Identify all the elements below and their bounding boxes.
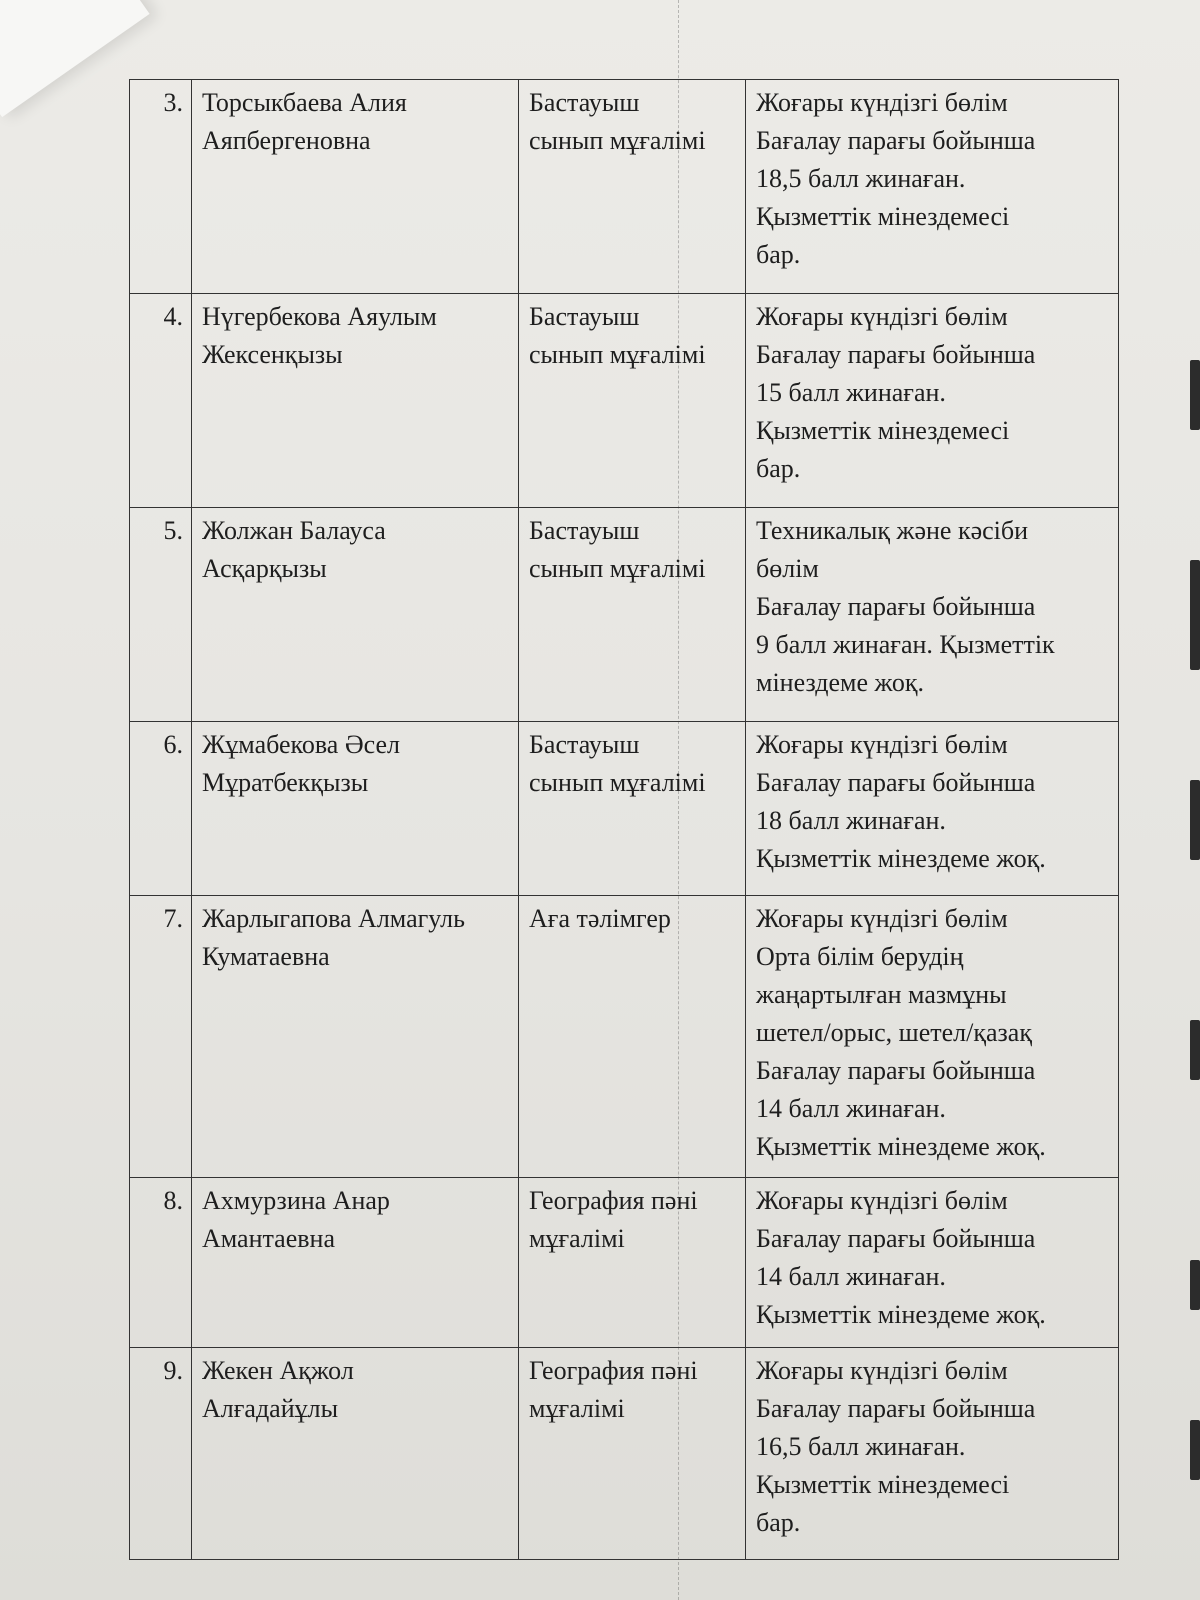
table-row [130,1178,1119,1348]
info-line: Қызметтік мінездемесі [756,416,1010,445]
info-line: Бағалау парағы бойынша [756,1394,1036,1423]
row-number: 3. [130,80,192,294]
candidate-position [519,1348,746,1560]
position-line: Бастауыш [529,88,640,117]
row-number: 7. [130,896,192,1178]
position-line: Бастауыш [529,730,640,759]
info-line: 14 балл жинаған. [756,1262,946,1291]
info-line: 15 балл жинаған. [756,378,946,407]
candidate-position [519,722,746,896]
candidate-position [519,896,746,1178]
info-line: Жоғары күндізгі бөлім [756,302,1008,331]
info-line: Қызметтік мінездеме жоқ. [756,1300,1046,1329]
info-line: бар. [756,454,801,483]
name-line: Нүгербекова Аяулым [202,302,437,331]
position-line: Аға тәлімгер [529,904,671,933]
info-line: 16,5 балл жинаған. [756,1432,966,1461]
candidate-position [519,80,746,294]
table-row [130,722,1119,896]
curled-page-corner [0,0,150,117]
info-line: бөлім [756,554,819,583]
table-row [130,1348,1119,1560]
info-line: Жоғары күндізгі бөлім [756,88,1008,117]
candidate-name [192,1178,519,1348]
name-line: Жұмабекова Әсел [202,730,400,759]
position-line: Бастауыш [529,302,640,331]
table-row [130,896,1119,1178]
position-line: мұғалімі [529,1394,625,1423]
position-line: География пәні [529,1356,698,1385]
info-line: шетел/орыс, шетел/қазақ [756,1018,1032,1047]
candidate-position [519,508,746,722]
candidate-position [519,294,746,508]
name-line: Асқарқызы [202,554,327,583]
info-line: 18 балл жинаған. [756,806,946,835]
name-line: Торсыкбаева Алия [202,88,407,117]
info-line: Бағалау парағы бойынша [756,126,1036,155]
info-line: Жоғары күндізгі бөлім [756,904,1008,933]
info-line: 18,5 балл жинаған. [756,164,966,193]
info-line: Бағалау парағы бойынша [756,768,1036,797]
name-line: Жекен Ақжол [202,1356,354,1385]
info-line: мінездеме жоқ. [756,668,924,697]
info-line: Қызметтік мінездеме жоқ. [756,844,1046,873]
info-line: жаңартылған мазмұны [756,980,1007,1009]
candidate-info [746,80,1119,294]
candidate-name [192,722,519,896]
info-line: Бағалау парағы бойынша [756,1224,1036,1253]
info-line: 14 балл жинаған. [756,1094,946,1123]
candidates-table [129,79,1119,1560]
table-row [130,508,1119,722]
candidate-info [746,1348,1119,1560]
position-line: сынып мұғалімі [529,768,706,797]
position-line: Бастауыш [529,516,640,545]
candidate-position [519,1178,746,1348]
info-line: Жоғары күндізгі бөлім [756,1356,1008,1385]
name-line: Мұратбекқызы [202,768,369,797]
candidates-table-body [130,80,1119,1560]
info-line: Орта білім берудің [756,942,964,971]
candidate-name [192,896,519,1178]
position-line: География пәні [529,1186,698,1215]
info-line: Техникалық және кәсіби [756,516,1029,545]
info-line: бар. [756,240,801,269]
candidate-name [192,508,519,722]
candidate-name [192,80,519,294]
info-line: Қызметтік мінездемесі [756,202,1010,231]
name-line: Ахмурзина Анар [202,1186,390,1215]
row-number: 6. [130,722,192,896]
info-line: Жоғары күндізгі бөлім [756,730,1008,759]
candidate-info [746,1178,1119,1348]
name-line: Жолжан Балауса [202,516,386,545]
name-line: Жарлыгапова Алмагуль [202,904,465,933]
info-line: Бағалау парағы бойынша [756,1056,1036,1085]
info-line: Жоғары күндізгі бөлім [756,1186,1008,1215]
info-line: Қызметтік мінездемесі [756,1470,1010,1499]
candidate-name [192,294,519,508]
name-line: Амантаевна [202,1224,335,1253]
candidate-info [746,896,1119,1178]
info-line: Бағалау парағы бойынша [756,340,1036,369]
info-line: 9 балл жинаған. Қызметтік [756,630,1055,659]
candidate-info [746,508,1119,722]
name-line: Аяпбергеновна [202,126,371,155]
info-line: Бағалау парағы бойынша [756,592,1036,621]
position-line: сынып мұғалімі [529,340,706,369]
candidate-name [192,1348,519,1560]
scanner-edge-marks [1188,340,1200,1500]
position-line: мұғалімі [529,1224,625,1253]
position-line: сынып мұғалімі [529,126,706,155]
row-number: 4. [130,294,192,508]
position-line: сынып мұғалімі [529,554,706,583]
candidate-info [746,294,1119,508]
table-row [130,294,1119,508]
name-line: Куматаевна [202,942,330,971]
row-number: 5. [130,508,192,722]
info-line: бар. [756,1508,801,1537]
name-line: Жексенқызы [202,340,343,369]
candidate-info [746,722,1119,896]
row-number: 8. [130,1178,192,1348]
info-line: Қызметтік мінездеме жоқ. [756,1132,1046,1161]
table-row [130,80,1119,294]
row-number: 9. [130,1348,192,1560]
name-line: Алғадайұлы [202,1394,339,1423]
